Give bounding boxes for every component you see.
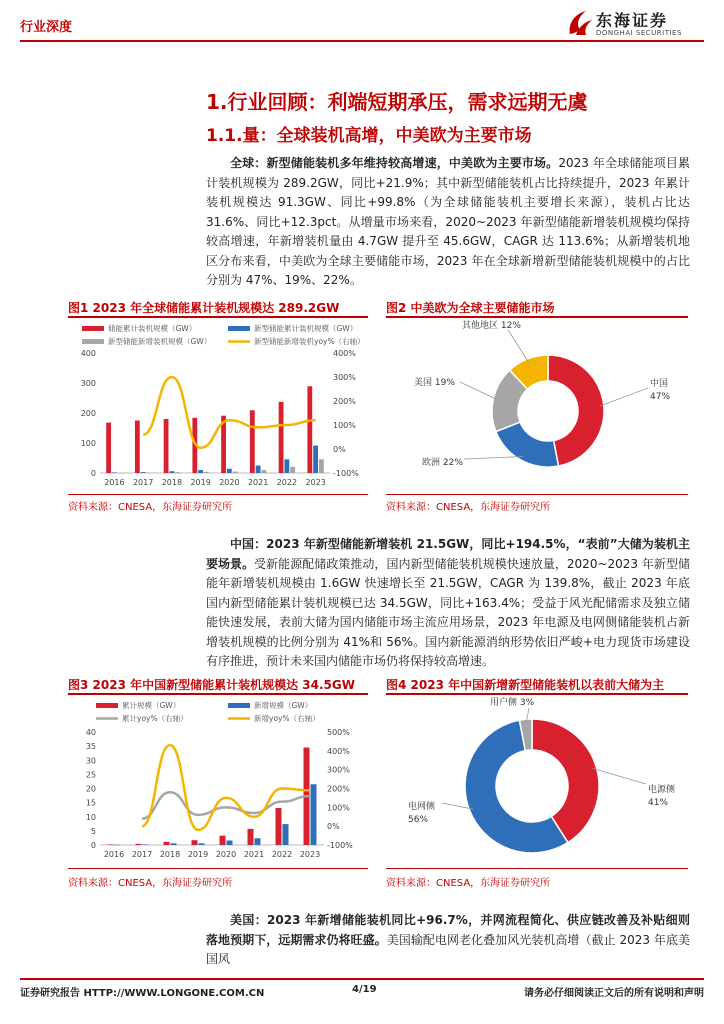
leader-line xyxy=(508,330,529,363)
bar xyxy=(311,784,317,845)
leader-line xyxy=(460,382,497,400)
bar xyxy=(283,824,289,845)
x-tick-label: 2021 xyxy=(247,478,269,487)
x-tick-label: 2017 xyxy=(131,850,153,859)
pie-label: 56% xyxy=(408,815,429,825)
bar xyxy=(233,472,238,473)
bar xyxy=(135,421,140,474)
y-right-tick-label: 100% xyxy=(327,803,350,813)
legend-swatch xyxy=(96,703,118,708)
x-tick-label: 2019 xyxy=(187,850,209,859)
y-right-tick-label: -100% xyxy=(327,841,353,850)
bar xyxy=(147,473,152,474)
bar xyxy=(108,844,114,845)
fig1-chart xyxy=(68,318,368,493)
x-tick-label: 2017 xyxy=(132,478,154,487)
fig2-source-rule xyxy=(386,494,688,495)
y-left-tick-label: 25 xyxy=(85,770,96,780)
bar xyxy=(227,469,232,473)
fig4-source: 资料来源：CNESA，东海证券研究所 xyxy=(386,878,551,889)
bar xyxy=(220,836,226,845)
pie-label: 47% xyxy=(650,392,671,402)
pie-label: 美国 19% xyxy=(414,378,455,388)
y-left-tick-label: 0 xyxy=(90,841,96,850)
paragraph-china-lead: 中国：2023 年新型储能新增装机 21.5GW，同比+194.5%，“表前”大储为装机主要场景。 xyxy=(206,537,690,571)
fig1-source: 资料来源：CNESA，东海证券研究所 xyxy=(68,502,233,513)
bar xyxy=(164,842,170,845)
bar xyxy=(199,843,205,845)
header-divider xyxy=(20,40,704,42)
y-right-tick-label: 400% xyxy=(333,349,356,358)
bar xyxy=(118,473,123,474)
x-tick-label: 2016 xyxy=(103,850,125,859)
bar xyxy=(198,470,203,473)
fig2-title: 图2 中美欧为全球主要储能市场 xyxy=(386,301,555,315)
x-tick-label: 2020 xyxy=(215,850,237,859)
series-line xyxy=(142,792,310,818)
paragraph-us-lead: 美国：2023 年新增储能装机同比+96.7%，并网流程简化、供应链改善及补贴细则落地预期下，远期需求仍将旺盛。 xyxy=(206,913,690,947)
logo-emblem-icon xyxy=(566,8,594,38)
x-tick-label: 2021 xyxy=(243,850,265,859)
bar xyxy=(313,446,318,473)
bar xyxy=(307,386,312,473)
bar xyxy=(276,808,282,845)
x-tick-label: 2018 xyxy=(161,478,183,487)
paragraph-global xyxy=(206,154,690,291)
bar xyxy=(141,472,146,473)
leader-line xyxy=(592,768,646,784)
fig2-chart xyxy=(386,318,688,493)
pie-label: 中国 xyxy=(650,379,669,389)
legend-label: 新增yoy%（右轴） xyxy=(254,714,320,723)
y-right-tick-label: 400% xyxy=(327,746,350,756)
fig4-source-rule xyxy=(386,868,688,869)
y-right-tick-label: 100% xyxy=(333,421,356,430)
fig3-title: 图3 2023 年中国新型储能累计装机规模达 34.5GW xyxy=(68,678,355,692)
y-right-tick-label: 0% xyxy=(333,445,346,454)
bar xyxy=(169,471,174,473)
bar xyxy=(284,459,289,473)
y-right-tick-label: 300% xyxy=(327,765,350,775)
y-left-tick-label: 200 xyxy=(80,409,96,418)
bar xyxy=(164,419,169,473)
legend-label: 新型储能新增装机规模（GW） xyxy=(108,337,212,346)
subsection-heading: 1.1.量：全球装机高增，中美欧为主要市场 xyxy=(206,126,532,146)
legend-label: 累计yoy%（右轴） xyxy=(122,714,188,723)
bar xyxy=(279,402,284,473)
logo-text-cn: 东海证券 xyxy=(596,11,669,30)
y-left-tick-label: 10 xyxy=(85,812,96,822)
x-tick-label: 2016 xyxy=(104,478,125,487)
y-left-tick-label: 5 xyxy=(90,826,96,836)
bar xyxy=(192,840,198,845)
legend-label: 新型储能新增装机yoy%（右轴） xyxy=(254,337,365,346)
pie-slice xyxy=(496,422,559,467)
y-left-tick-label: 30 xyxy=(85,756,96,766)
bar xyxy=(115,845,121,846)
y-left-tick-label: 0 xyxy=(90,469,96,478)
y-left-tick-label: 40 xyxy=(85,728,96,737)
legend-swatch xyxy=(228,326,250,331)
x-tick-label: 2023 xyxy=(305,478,326,487)
brand-logo xyxy=(566,8,706,40)
paragraph-us-body: 美国输配电网老化叠加风光装机高增（截止 2023 年底美国风 xyxy=(206,932,690,966)
bar xyxy=(204,472,209,473)
legend-label: 储能累计装机规模（GW） xyxy=(108,324,197,333)
bar xyxy=(106,423,111,473)
x-tick-label: 2019 xyxy=(190,478,211,487)
y-left-tick-label: 400 xyxy=(80,349,96,358)
bar xyxy=(112,472,117,473)
bar xyxy=(255,838,261,845)
fig4-title: 图4 2023 年中国新增新型储能装机以表前大储为主 xyxy=(386,678,665,692)
section-tag: 行业深度 xyxy=(20,20,73,35)
paragraph-global-lead: 全球：新型储能装机多年维持较高增速，中美欧为主要市场。 xyxy=(230,156,559,170)
legend-label: 新型储能累计装机规模（GW） xyxy=(254,324,358,333)
y-right-tick-label: 200% xyxy=(327,784,350,794)
bar xyxy=(262,470,267,473)
bar xyxy=(248,829,254,845)
logo-text-en: DONGHAI SECURITIES xyxy=(596,29,682,37)
fig1-source-rule xyxy=(68,494,368,495)
bar xyxy=(175,472,180,473)
series-line xyxy=(142,745,310,830)
pie-label: 41% xyxy=(648,798,669,808)
paragraph-global-body: 2023 年全球储能项目累计装机规模为 289.2GW，同比+21.9%；其中新型储能装机占比持续提升，2023 年累计装机规模达 91.3GW、同比+99.8%（为全球储能装机主要增长来源），装机占比达 31.6%、同比+12.3pct。从增量市场来看，2020~2023 年新型储能新增装机规模均保持较高增速，年新增装机量由 4.7GW 提升至 45.6GW，CAGR 达 113.6%；从新增装机地区分布来看，中美欧为全球主要储能市场，2023 年在全球新增新型储能装机规模中的占比分别为 47%、19%、22%。 xyxy=(206,156,690,287)
bar xyxy=(136,844,142,845)
y-left-tick-label: 35 xyxy=(85,742,96,752)
y-left-tick-label: 300 xyxy=(80,379,96,388)
footer-disclaimer: 请务必仔细阅读正文后的所有说明和声明 xyxy=(524,988,704,999)
paragraph-china xyxy=(206,535,690,672)
footer-divider xyxy=(20,978,704,980)
leader-line xyxy=(600,388,648,406)
y-left-tick-label: 100 xyxy=(80,439,96,448)
fig4-chart xyxy=(386,695,688,867)
paragraph-china-body: 受新能源配储政策推动，国内新型储能装机规模快速放量，2020~2023 年新型储能年新增装机规模由 1.6GW 快速增长至 21.5GW，CAGR 为 139.8%，截止 2023 年底国内新型储能累计装机规模已达 34.5GW，同比+163.4%；受益于风光配储需求及独立储能快速发展，表前大储为国内储能市场主流应用场景，2023 年电源及电网侧储能装机占新增装机规模的比例分别为 41%和 56%。国内新能源消纳形势依旧严峻+电力现货市场建设有序推进，预计未来国内储能市场仍将保持较高增速。 xyxy=(206,556,690,668)
pie-label: 其他地区 12% xyxy=(462,321,521,331)
pie-slice xyxy=(548,355,604,466)
leader-line xyxy=(464,457,523,459)
pie-label: 欧洲 22% xyxy=(422,458,463,468)
legend-label: 新增规模（GW） xyxy=(254,701,313,710)
paragraph-us xyxy=(206,911,690,970)
section-heading: 1.行业回顾：利端短期承压，需求远期无虞 xyxy=(206,90,588,114)
legend-label: 累计规模（GW） xyxy=(122,701,181,710)
fig1-title: 图1 2023 年全球储能累计装机规模达 289.2GW xyxy=(68,301,340,315)
y-right-tick-label: 0% xyxy=(327,822,340,832)
fig3-chart xyxy=(68,695,368,867)
bar xyxy=(143,844,149,845)
y-right-tick-label: 300% xyxy=(333,373,356,382)
x-tick-label: 2018 xyxy=(159,850,181,859)
x-tick-label: 2023 xyxy=(299,850,321,859)
x-tick-label: 2020 xyxy=(219,478,240,487)
y-left-tick-label: 15 xyxy=(85,798,96,808)
pie-label: 用户侧 3% xyxy=(490,698,535,708)
legend-swatch xyxy=(82,339,104,344)
pie-label: 电源侧 xyxy=(648,785,676,795)
y-left-tick-label: 20 xyxy=(85,784,96,794)
footer-page-number: 4/19 xyxy=(352,984,377,995)
bar xyxy=(256,466,261,474)
pie-label: 电网侧 xyxy=(408,802,436,812)
bar xyxy=(171,843,177,845)
fig3-source-rule xyxy=(68,868,368,869)
legend-swatch xyxy=(228,703,250,708)
legend-swatch xyxy=(82,326,104,331)
fig2-source: 资料来源：CNESA，东海证券研究所 xyxy=(386,502,551,513)
x-tick-label: 2022 xyxy=(271,850,293,859)
bar xyxy=(290,467,295,473)
series-line xyxy=(143,377,316,448)
bar xyxy=(250,410,255,473)
y-right-tick-label: 500% xyxy=(327,728,350,737)
bar xyxy=(319,459,324,473)
fig3-source: 资料来源：CNESA，东海证券研究所 xyxy=(68,878,233,889)
y-right-tick-label: -100% xyxy=(333,469,359,478)
y-right-tick-label: 200% xyxy=(333,397,356,406)
x-tick-label: 2022 xyxy=(276,478,298,487)
bar xyxy=(227,840,233,845)
footer-left: 证券研究报告 HTTP://WWW.LONGONE.COM.CN xyxy=(20,988,265,999)
